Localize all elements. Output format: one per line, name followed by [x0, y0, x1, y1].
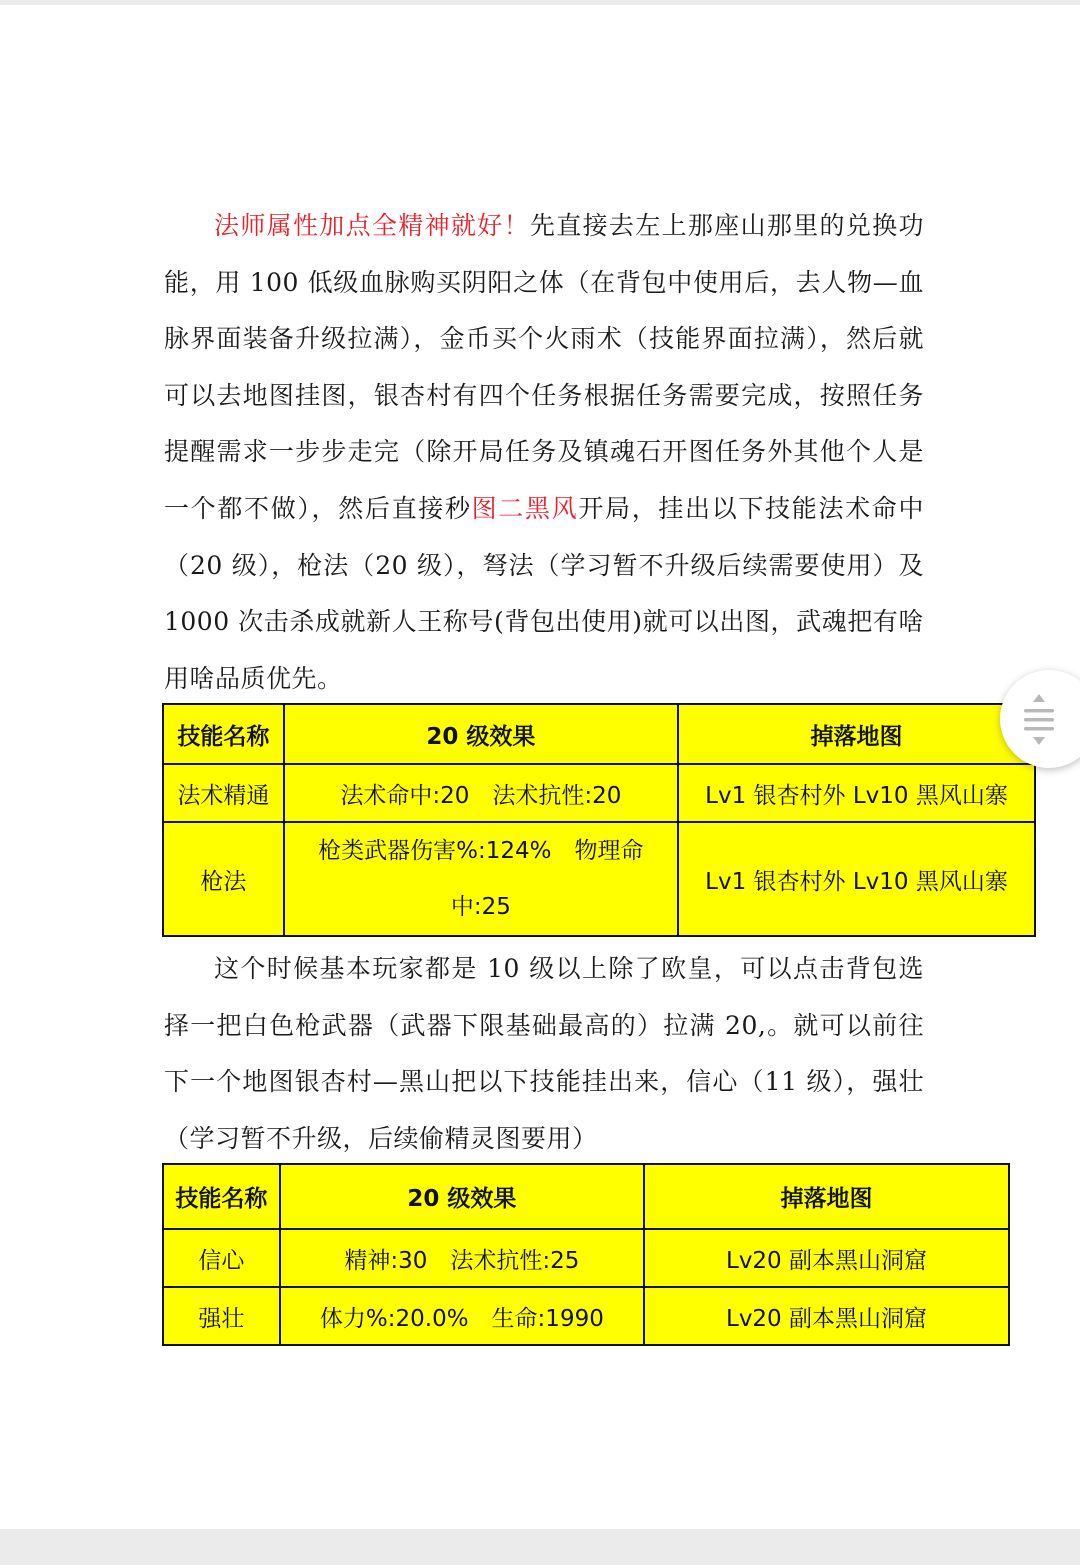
skills-table-1 — [162, 703, 1036, 937]
header-skill-name: 技能名称 — [163, 704, 284, 764]
skill-name-cell: 强壮 — [163, 1287, 280, 1345]
table-row — [163, 1287, 1009, 1345]
skill-name-cell: 枪法 — [163, 822, 284, 936]
table-header-row — [163, 1164, 1009, 1229]
skill-effect-cell: 法术命中:20 法术抗性:20 — [284, 764, 678, 822]
skill-map-cell: Lv1 银杏村外 Lv10 黑风山寨 — [678, 764, 1035, 822]
table-header-row — [163, 704, 1035, 764]
skill-effect-cell: 枪类武器伤害%:124% 物理命中:25 — [284, 822, 678, 936]
skill-map-cell: Lv20 副本黑山洞窟 — [644, 1287, 1009, 1345]
header-skill-name: 技能名称 — [163, 1164, 280, 1229]
skill-map-cell: Lv1 银杏村外 Lv10 黑风山寨 — [678, 822, 1035, 936]
header-drop-map: 掉落地图 — [678, 704, 1035, 764]
header-level-effect: 20 级效果 — [280, 1164, 644, 1229]
skill-effect-cell: 精神:30 法术抗性:25 — [280, 1229, 644, 1287]
table-row — [163, 764, 1035, 822]
header-level-effect: 20 级效果 — [284, 704, 678, 764]
skill-name-cell: 法术精通 — [163, 764, 284, 822]
skill-name-cell: 信心 — [163, 1229, 280, 1287]
paragraph-intro-text-a: 先直接去左上那座山那里的兑换功能，用 100 低级血脉购买阴阳之体（在背包中使用后，去人物—血脉界面装备升级拉满），金币买个火雨术（技能界面拉满），然后就可以去地图挂图，银杏村有四个任务根据任务需要完成，按照任务提醒需求一步步走完（除开局任务及镇魂石开图任务外其他个人是一个都不做），然后直接秒 — [164, 211, 924, 523]
highlight-map-name: 图二黑风 — [471, 493, 579, 523]
scroll-handle-icon — [1020, 692, 1058, 748]
paragraph-followup: 这个时候基本玩家都是 10 级以上除了欧皇，可以点击背包选择一把白色枪武器（武器下限基础最高的）拉满 20,。就可以前往下一个地图银杏村—黑山把以下技能挂出来，信心（11 级），强壮（学习暂不升级，后续偷精灵图要用） — [164, 954, 924, 1153]
table-row — [163, 1229, 1009, 1287]
paragraph-intro-text-b: 开局，挂出以下技能法术命中（20 级），枪法（20 级），弩法（学习暂不升级后续需要使用）及 1000 次击杀成就新人王称号(背包出使用)就可以出图，武魂把有啥用啥品质优先。 — [164, 493, 924, 693]
skill-effect-cell: 体力%:20.0% 生命:1990 — [280, 1287, 644, 1345]
table-row — [163, 822, 1035, 936]
header-drop-map: 掉落地图 — [644, 1164, 1009, 1229]
skill-map-cell: Lv20 副本黑山洞窟 — [644, 1229, 1009, 1287]
highlight-lead: 法师属性加点全精神就好！ — [214, 211, 530, 240]
paragraph-intro — [164, 198, 924, 707]
document-page — [0, 5, 1080, 1529]
skills-table-2 — [162, 1163, 1010, 1346]
